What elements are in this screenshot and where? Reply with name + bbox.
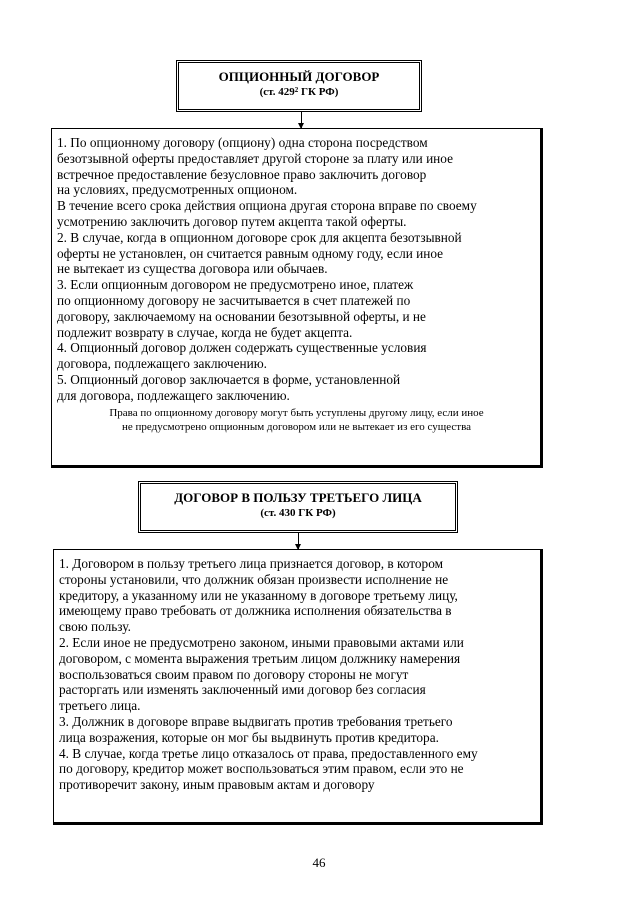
text-line: безотзывной оферты предоставляет другой стороне за плату или иное: [57, 150, 454, 166]
text-line: для договора, подлежащего заключению.: [57, 387, 290, 403]
third-party-contract-header: [138, 481, 458, 533]
text-line: кредитору, а указанному или не указанному в договоре третьему лицу,: [59, 587, 458, 603]
connector-arrow-2: [298, 533, 299, 549]
text-line: 2. Если иное не предусмотрено законом, иными правовыми актами или: [59, 634, 464, 650]
text-line: договору, заключаемому на основании безотзывной оферты, и не: [57, 308, 426, 324]
text-line: противоречит закону, иным правовым актам и договору: [59, 777, 375, 793]
text-line: не вытекает из существа договора или обычаев.: [57, 261, 328, 277]
text-line: 3. Должник в договоре вправе выдвигать против требования третьего: [59, 713, 453, 729]
option-contract-note: Права по опционному договору могут быть уступлены другому лицу, если иное не предусмотрено опционным договором или не вытекает из его существа: [109, 406, 484, 433]
text-line: стороны установили, что должник обязан произвести исполнение не: [59, 571, 449, 587]
text-line: третьего лица.: [59, 698, 141, 714]
text-line: 2. В случае, когда в опционном договоре срок для акцепта безотзывной: [57, 229, 462, 245]
text-line: свою пользу.: [59, 619, 131, 635]
page-number: 46: [312, 855, 326, 870]
option-contract-text: [57, 135, 536, 404]
third-party-contract-title: ДОГОВОР В ПОЛЬЗУ ТРЕТЬЕГО ЛИЦА: [174, 490, 422, 505]
text-line: 3. Если опционным договором не предусмотрено иное, платеж: [57, 277, 414, 293]
third-party-contract-text: [59, 556, 536, 793]
third-party-contract-ref: (ст. 430 ГК РФ): [260, 507, 336, 519]
text-line: 1. Договором в пользу третьего лица признается договор, в котором: [59, 556, 444, 571]
text-line: договора, подлежащего заключению.: [57, 356, 267, 372]
option-contract-ref: (ст. $429^2$ ГК РФ): [259, 86, 339, 98]
text-line: В течение всего срока действия опциона другая сторона вправе по своему: [57, 198, 477, 214]
text-line: оферты не установлен, он считается равным одному году, если иное: [57, 245, 444, 261]
text-line: 4. Опционный договор должен содержать существенные условия: [57, 340, 427, 356]
text-line: лица возражения, которые он мог бы выдвинуть против кредитора.: [59, 729, 439, 745]
option-contract-title: ОПЦИОННЫЙ ДОГОВОР: [218, 69, 380, 84]
option-contract-header: [176, 60, 422, 112]
text-line: 4. В случае, когда третье лицо отказалось от права, предоставленного ему: [59, 745, 478, 761]
text-line: усмотрению заключить договор путем акцепта такой оферты.: [57, 213, 407, 229]
text-line: по опционному договору не засчитывается в счет платежей по: [57, 292, 411, 308]
text-line: расторгать или изменять заключенный ими договор без согласия: [59, 682, 426, 698]
option-contract-body: [51, 128, 543, 468]
text-line: встречное предоставление безусловное право заключить договор: [57, 166, 427, 182]
text-line: имеющему право требовать от должника исполнения обязательства в: [59, 603, 452, 619]
text-line: договором, с момента выражения третьим лицом должнику намерения: [59, 650, 461, 666]
third-party-contract-body: [53, 549, 543, 825]
text-line: подлежит возврату в случае, когда не будет акцепта.: [57, 324, 353, 340]
text-line: по договору, кредитор может воспользоваться этим правом, если это не: [59, 761, 464, 777]
text-line: на условиях, предусмотренных опционом.: [57, 182, 298, 198]
text-line: 1. По опционному договору (опциону) одна сторона посредством: [57, 135, 428, 150]
connector-arrow-1: [301, 112, 302, 128]
text-line: 5. Опционный договор заключается в форме, установленной: [57, 371, 401, 387]
text-line: воспользоваться своим правом по договору стороны не могут: [59, 666, 409, 682]
